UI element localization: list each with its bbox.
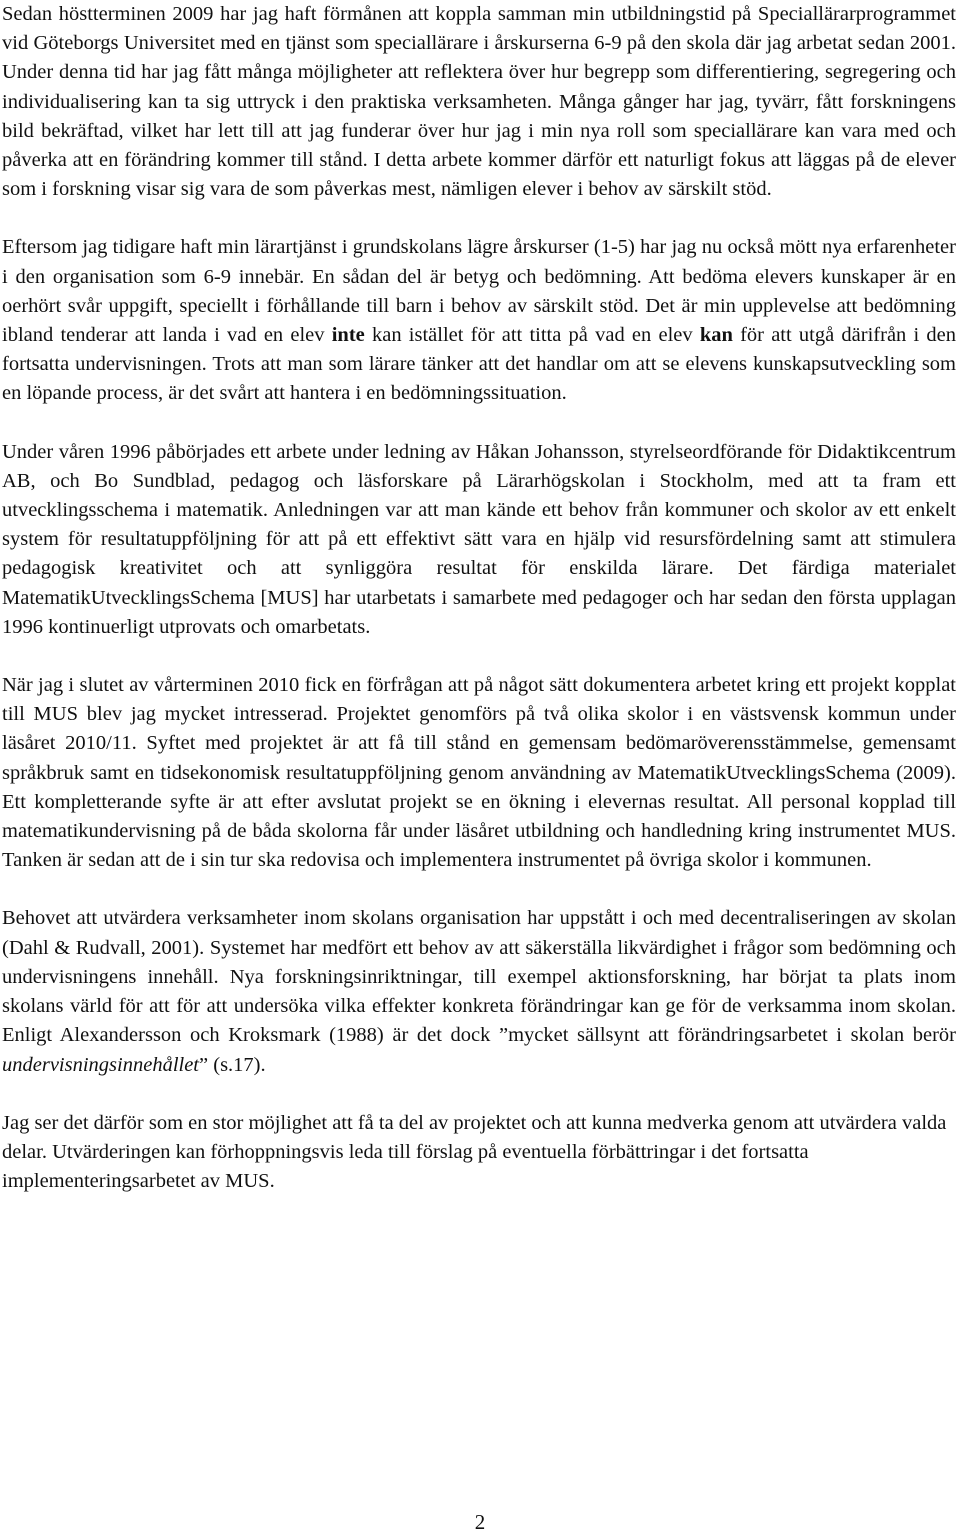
paragraph-3 [2,438,956,642]
paragraph-2-text-b: kan istället för att titta på vad en elev [364,324,700,347]
paragraph-6-text: Jag ser det därför som en stor möjlighet att få ta del av projektet och att kunna medverka genom att utvärdera valda delar. Utvärderingen kan förhoppningsvis leda till förslag på eventuella förbättringar i det fortsatta implementeringsarbetet av MUS. [2,1111,947,1193]
paragraph-1 [2,0,956,204]
paragraph-5-text-b: ” (s.17). [199,1053,266,1076]
paragraph-2-text-c: för att utgå därifrån i den fortsatta undervisningen. Trots att man som lärare tänker att det handlar om att se elevens kunskapsutveckling som en löpande process, är det svårt att hantera i en bedömningssituation. [2,324,956,405]
paragraph-6 [2,1109,956,1197]
paragraph-4 [2,671,956,875]
paragraph-1-text: Sedan höstterminen 2009 har jag haft förmånen att koppla samman min utbildningstid på Speciallärarprogrammet vid Göteborgs Universitet med en tjänst som speciallärare i årskurserna 6-9 på den skola där jag arbetat sedan 2001. Under denna tid har jag fått många möjligheter att reflektera över hur begrepp som differentiering, segregering och individualisering kan ta sig uttryck i den praktiska verksamheten. Många gånger har jag, tyvärr, fått forskningens bild bekräftad, vilket har lett till att jag funderar över hur jag i min nya roll som speciallärare kan vara med och påverka att en förändring kommer till stånd. I detta arbete kommer därför ett naturligt fokus att läggas på de elever som i forskning visar sig vara de som påverkas mest, nämligen elever i behov av särskilt stöd. [2,3,956,201]
emphasis-undervisningsinnehallet: undervisningsinnehållet [2,1053,200,1076]
paragraph-5-text-a: Behovet att utvärdera verksamheter inom skolans organisation har uppstått i och med decentraliseringen av skolan (Dahl & Rudvall, 2001). Systemet har medfört ett behov av att säkerställa likvärdighet i frågor som bedömning och undervisningens innehåll. Nya forskningsinriktningar, till exempel aktionsforskning, har börjat ta plats inom skolans värld för att för att undersöka vilka effekter konkreta förändringar kan ge för de verksamma inom skolan. Enligt Alexandersson och Kroksmark (1988) är det dock ”mycket sällsynt att förändringsarbetet i skolan berör [2,907,956,1047]
paragraph-5 [2,904,956,1079]
paragraph-2-text-a: Eftersom jag tidigare haft min lärartjänst i grundskolans lägre årskurser (1-5) har jag nu också mött nya erfarenheter i den organisation som 6-9 innebär. En sådan del är betyg och bedömning. Att bedöma elevers kunskaper är en oerhört svår uppgift, speciellt i förhållande till barn i behov av särskilt stöd. Det är min upplevelse att bedömning ibland tenderar att landa i vad en elev [2,236,956,347]
paragraph-3-text: Under våren 1996 påbörjades ett arbete under ledning av Håkan Johansson, styrelseordförande för Didaktikcentrum AB, och Bo Sundblad, pedagog och läsforskare på Lärarhögskolan i Stockholm, med att ta fram ett utvecklingsschema i matematik. Anledningen var att man kände ett behov från kommuner och skolor av ett enkelt system för resultatuppföljning för att på ett effektivt sätt vara en hjälp vid resursfördelning samt att stimulera pedagogisk kreativitet och att synliggöra resultat för enskilda lärare. Det färdiga materialet MatematikUtvecklingsSchema [MUS] har utarbetats i samarbete med pedagoger och har sedan den första upplagan 1996 kontinuerligt utprovats och omarbetats. [2,440,956,638]
paragraph-4-text: När jag i slutet av vårterminen 2010 fick en förfrågan att på något sätt dokumentera arbetet kring ett projekt kopplat till MUS blev jag mycket intresserad. Projektet genomförs på två olika skolor i en västsvensk kommun under läsåret 2010/11. Syftet med projektet är att få till stånd en gemensam bedömaröverensstämmelse, gemensamt språkbruk samt en tidsekonomisk resultatuppföljning genom användning av MatematikUtvecklingsSchema (2009). Ett kompletterande syfte är att efter avslutat projekt se en ökning i elevernas resultat. All personal kopplad till matematikundervisning på de båda skolorna får under läsåret utbildning och handledning kring instrumentet MUS. Tanken är sedan att de i sin tur ska redovisa och implementera instrumentet på övriga skolor i kommunen. [2,674,956,872]
page-number: 2 [474,1510,486,1534]
body-text [2,0,956,1196]
emphasis-kan: kan [699,324,733,347]
paragraph-2 [2,233,956,408]
emphasis-inte: inte [331,324,365,347]
